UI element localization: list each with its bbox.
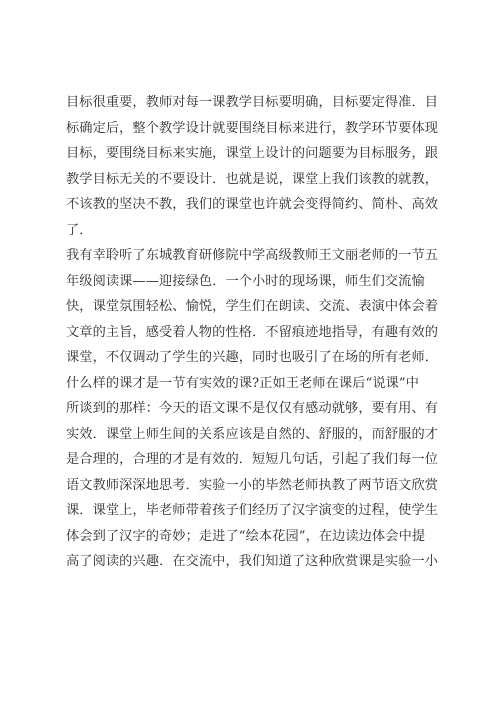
text-line: 什么样的课才是一节有实效的课?正如王老师在课后“说课”中: [66, 375, 420, 391]
text-line: 课．课堂上，毕老师带着孩子们经历了汉字演变的过程，使学生: [66, 503, 439, 518]
text-line: 年级阅读课——迎接绿色．一个小时的现场课，师生们交流愉: [66, 273, 425, 289]
text-line: 高了阅读的兴趣．在交流中，我们知道了这种欣赏课是实验一小: [66, 554, 439, 569]
text-line: 目标，要围绕目标来实施，课堂上设计的问题要为目标服务，跟: [66, 146, 439, 161]
text-line: 目标很重要，教师对每一课教学目标要明确，目标要定得准．目: [66, 95, 439, 110]
text-line: 所谈到的那样：今天的语文课不是仅仅有感动就够，要有用、有: [66, 401, 439, 416]
text-line: 教学目标无关的不要设计．也就是说，课堂上我们该教的就教，: [66, 171, 439, 187]
text-line: 了．: [66, 222, 93, 238]
text-line: 文章的主旨，感受着人物的性格．不留痕迹地指导，有趣有效的: [66, 324, 439, 340]
text-line: 不该教的坚决不教，我们的课堂也许就会变得简约、简朴、高效: [66, 197, 439, 212]
text-line: 体会到了汉字的奇妙；走进了“绘本花园”，在边读边体会中提: [66, 528, 426, 544]
text-line: 快，课堂氛围轻松、愉悦，学生们在朗读、交流、表演中体会着: [66, 299, 439, 314]
text-line: 是合理的，合理的才是有效的．短短几句话，引起了我们每一位: [66, 452, 439, 467]
text-line: 标确定后，整个教学设计就要围绕目标来进行，教学环节要体现: [66, 120, 439, 136]
text-line: 我有幸聆听了东城教育研修院中学高级教师王文丽老师的一节五: [66, 248, 439, 263]
text-line: 语文教师深深地思考．实验一小的毕然老师执教了两节语文欣赏: [66, 477, 439, 493]
text-line: 实效．课堂上师生间的关系应该是自然的、舒服的，而舒服的才: [66, 426, 439, 442]
text-line: 课堂，不仅调动了学生的兴趣，同时也吸引了在场的所有老师．: [66, 350, 439, 365]
